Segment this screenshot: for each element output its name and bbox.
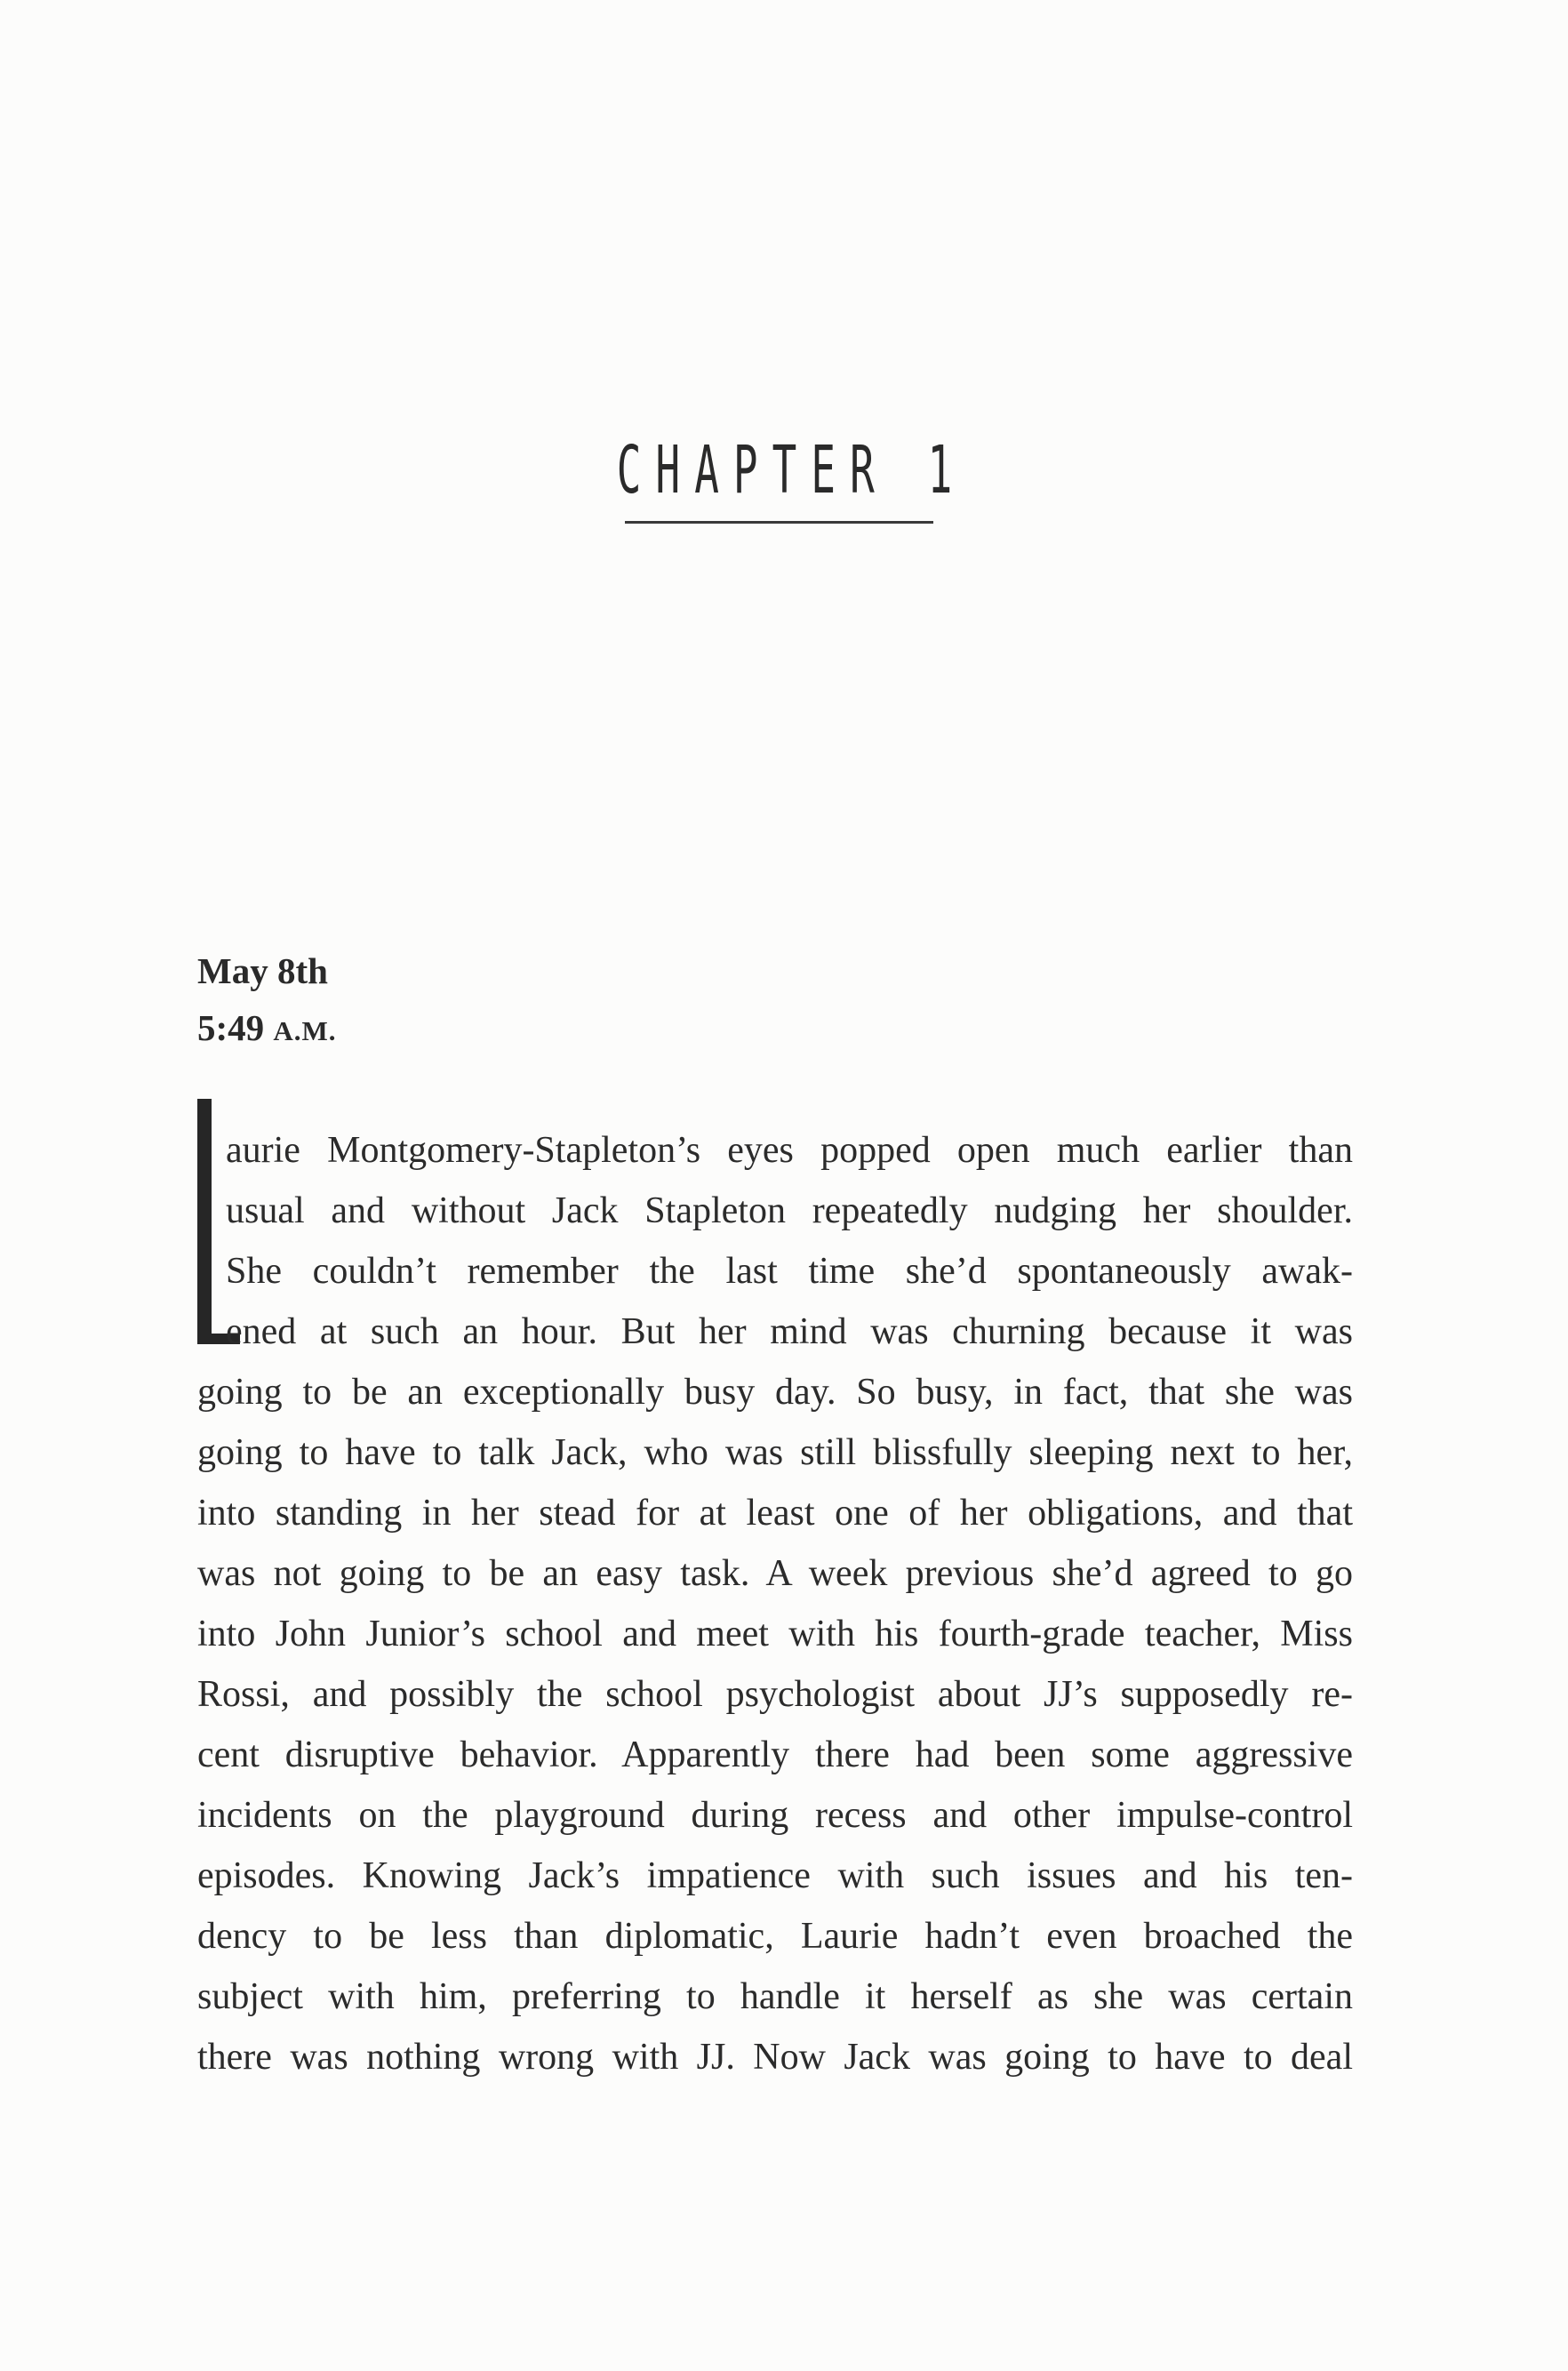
- body-line-15: subject with him, preferring to handle it herself as she was certain: [197, 1976, 1353, 2017]
- body-line-12: incidents on the playground during recess and other impulse-control: [197, 1795, 1353, 1836]
- body-line-1: aurie Montgomery-Stapleton’s eyes popped open much earlier than: [226, 1130, 1353, 1171]
- chapter-title: CHAPTER 1: [616, 432, 966, 509]
- dateline: [197, 942, 337, 1060]
- dateline-time: [197, 999, 337, 1060]
- chapter-underline: [625, 521, 933, 524]
- body-line-7: into standing in her stead for at least one of her obligations, and that: [197, 1493, 1353, 1534]
- body-line-13: episodes. Knowing Jack’s impatience with such issues and his ten-: [197, 1855, 1353, 1896]
- chapter-heading: [0, 432, 1568, 509]
- body-line-2: usual and without Jack Stapleton repeatedly nudging her shoulder.: [226, 1190, 1353, 1231]
- body-line-9: into John Junior’s school and meet with his fourth-grade teacher, Miss: [197, 1614, 1353, 1654]
- dateline-time-suffix: A.M.: [273, 1015, 337, 1046]
- body-line-16: there was nothing wrong with JJ. Now Jack was going to have to deal: [197, 2037, 1353, 2078]
- body-line-14: dency to be less than diplomatic, Laurie hadn’t even broached the: [197, 1916, 1353, 1957]
- body-line-10: Rossi, and possibly the school psychologist about JJ’s supposedly re-: [197, 1674, 1353, 1715]
- body-line-6: going to have to talk Jack, who was still blissfully sleeping next to her,: [197, 1432, 1353, 1473]
- body-line-5: going to be an exceptionally busy day. So busy, in fact, that she was: [197, 1372, 1353, 1413]
- dateline-time-number: 5:49: [197, 1007, 265, 1048]
- dateline-date: May 8th: [197, 950, 328, 991]
- body-line-8: was not going to be an easy task. A week previous she’d agreed to go: [197, 1553, 1353, 1594]
- body-paragraph: [197, 1120, 1353, 2087]
- body-line-3: She couldn’t remember the last time she’d spontaneously awak-: [226, 1251, 1353, 1292]
- body-line-4: ened at such an hour. But her mind was churning because it was: [226, 1311, 1353, 1352]
- body-line-11: cent disruptive behavior. Apparently there had been some aggressive: [197, 1734, 1353, 1775]
